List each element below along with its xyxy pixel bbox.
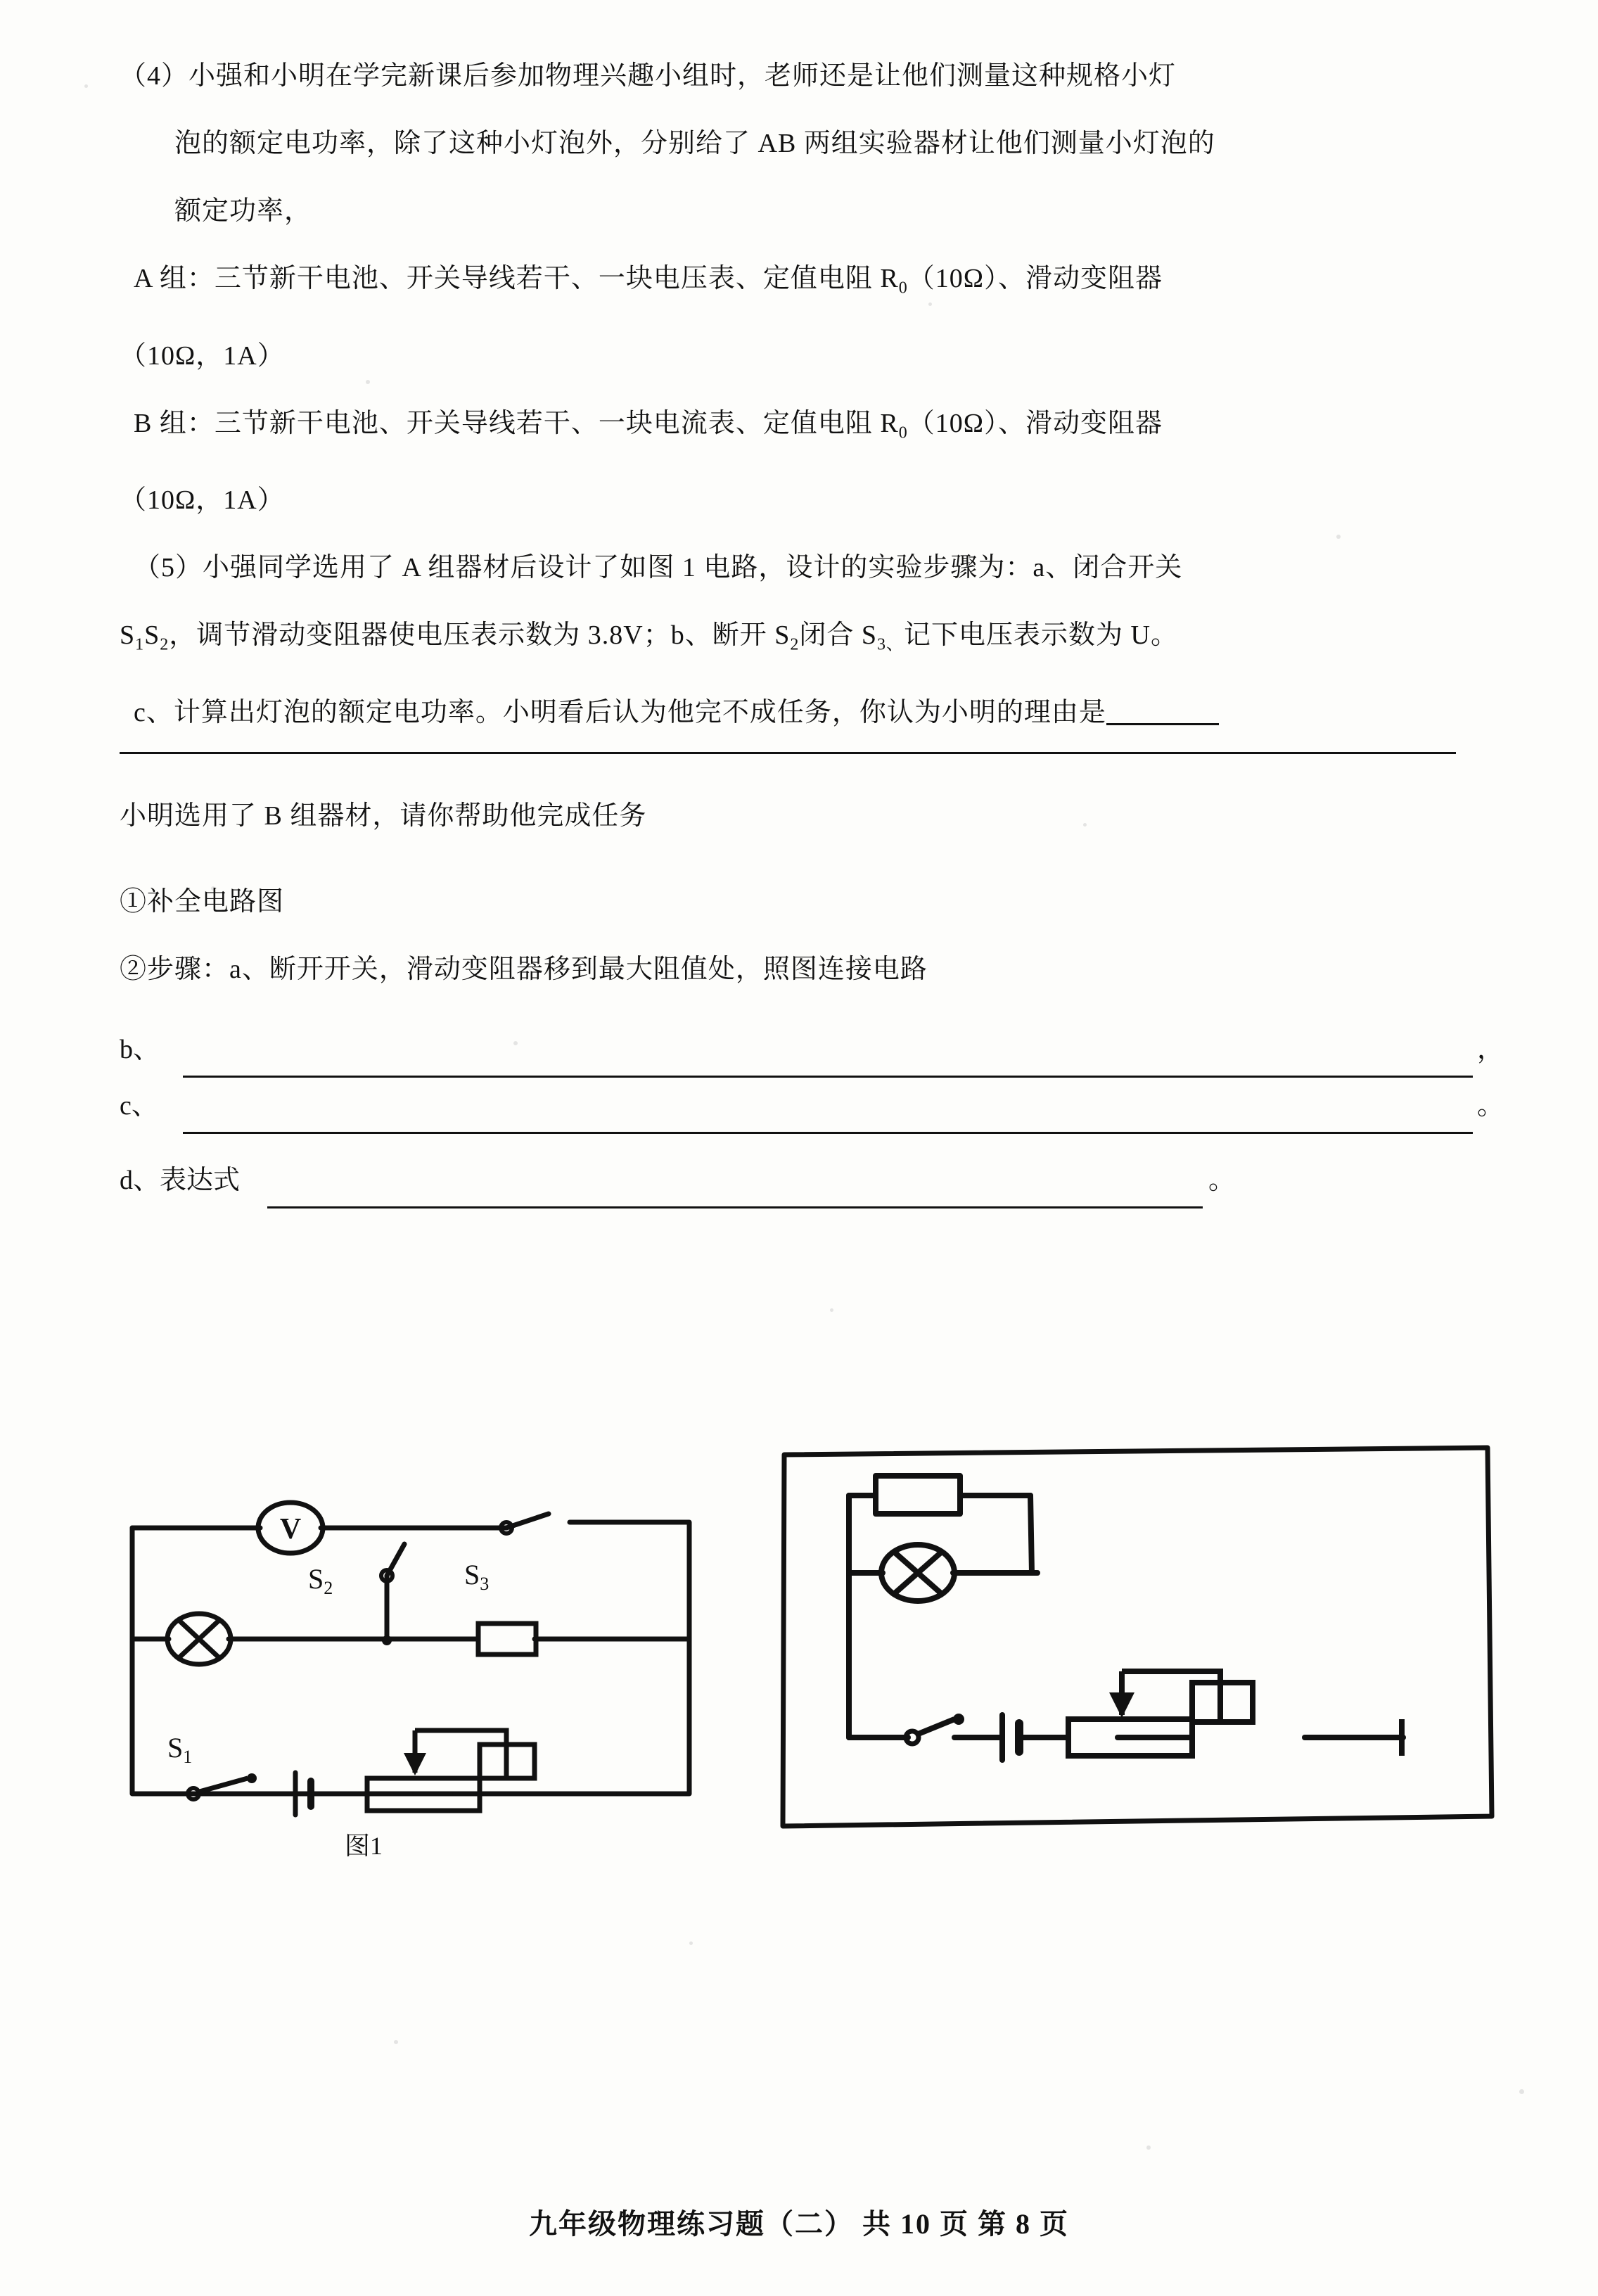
step-c-blank[interactable]	[183, 1099, 1473, 1134]
svg-text:V: V	[279, 1513, 302, 1545]
question-4-line-1: （4）小强和小明在学完新课后参加物理兴趣小组时，老师还是让他们测量这种规格小灯	[120, 61, 1177, 91]
scan-speck	[830, 1308, 833, 1312]
scan-speck	[1146, 2145, 1151, 2150]
question-5-text-5: c、计算出灯泡的额定电功率。小明看后认为他完不成任务，你认为小明的理由是	[134, 697, 1106, 727]
page-footer: 九年级物理练习题（二） 共 10 页 第 8 页	[529, 2208, 1069, 2240]
question-5-text-3: 闭合 S	[799, 620, 878, 651]
step-b-tail: ，	[1477, 1034, 1504, 1064]
resistor-symbol	[478, 1624, 536, 1654]
group-a-text: A 组：三节新干电池、开关导线若干、一块电压表、定值电阻 R	[134, 264, 899, 293]
battery-symbol-2	[1002, 1715, 1019, 1760]
step-b-label: b、	[120, 1034, 160, 1064]
question-4-line-3: 额定功率，	[174, 196, 312, 226]
lamp-symbol-2	[881, 1545, 954, 1601]
figure-2-wrapper	[770, 1435, 1516, 1857]
step-d-tail: 。	[1208, 1165, 1236, 1195]
rheostat-symbol-2	[1068, 1671, 1253, 1756]
group-b-text-rest: （10Ω）、滑动变阻器	[907, 408, 1163, 438]
group-a-line	[120, 245, 1498, 322]
step-d-label: d、表达式	[120, 1165, 241, 1195]
question-5-text-4: 记下电压表示数为 U。	[904, 620, 1178, 651]
answer-blank-rule[interactable]	[120, 751, 1456, 754]
scan-speck	[689, 1941, 693, 1945]
switch-s2b-subscript: 2	[790, 635, 800, 654]
step-b-row	[120, 1021, 1504, 1078]
switch-s3-subscript: 3、	[877, 635, 905, 654]
question-5-line-3	[120, 679, 1498, 746]
question-4-line-2: 泡的额定电功率，除了这种小灯泡外，分别给了 AB 两组实验器材让他们测量小灯泡的	[174, 129, 1215, 158]
question-body	[120, 42, 1504, 1208]
group-a-line-2: （10Ω，1A）	[120, 340, 285, 371]
figure-2-circuit	[770, 1435, 1516, 1857]
step-c-label: c、	[120, 1090, 158, 1121]
step-b-blank[interactable]	[183, 1043, 1473, 1078]
answer-blank-inline[interactable]	[1106, 695, 1219, 725]
task-1-circuit: ①补全电路图	[120, 886, 285, 917]
switch-s1-subscript: 1	[135, 635, 145, 654]
question-5-line-1: （5）小强同学选用了 A 组器材后设计了如图 1 电路，设计的实验步骤为：a、闭合开关	[134, 553, 1183, 583]
rheostat-symbol	[367, 1730, 535, 1811]
group-b-subscript: 0	[898, 423, 908, 442]
step-d-blank[interactable]	[267, 1174, 1203, 1208]
scan-speck	[84, 84, 88, 88]
group-b-text: B 组：三节新干电池、开关导线若干、一块电流表、定值电阻 R	[134, 408, 899, 438]
section-b-intro: 小明选用了 B 组器材，请你帮助他完成任务	[120, 801, 647, 831]
lamp-symbol	[167, 1614, 231, 1664]
group-b-line	[120, 390, 1498, 467]
voltmeter-symbol	[258, 1503, 323, 1553]
figure-2-border	[783, 1448, 1492, 1826]
step-c-tail: 。	[1477, 1090, 1504, 1121]
step-d-row	[120, 1152, 1498, 1208]
scan-speck	[1519, 2089, 1524, 2094]
question-5-text-2: ，调节滑动变阻器使电压表示数为 3.8V；b、断开 S	[169, 620, 791, 651]
figure-1-circuit	[84, 1463, 788, 1871]
switch-s2-subscript: 2	[160, 635, 170, 654]
question-5-line-2	[120, 601, 1498, 679]
scan-speck	[394, 2040, 398, 2044]
figure-1-caption: 图1	[345, 1832, 383, 1860]
figures-area	[84, 1463, 1526, 1899]
switch-s1-label: $S_1$	[167, 1732, 193, 1767]
group-a-text-rest: （10Ω）、滑动变阻器	[907, 264, 1163, 293]
switch-s3-label: $S_3$	[464, 1559, 490, 1594]
switch-s1-label: S	[120, 620, 136, 651]
group-b-line-2: （10Ω，1A）	[120, 485, 285, 516]
group-a-subscript: 0	[898, 279, 908, 298]
step-c-row	[120, 1078, 1504, 1134]
switch-s2-label: $S_2$	[308, 1563, 333, 1598]
switch-s2-node	[382, 1635, 392, 1645]
task-2-steps: ②步骤：a、断开开关，滑动变阻器移到最大阻值处，照图连接电路	[120, 954, 928, 984]
switch-s2-label: S	[144, 620, 160, 651]
